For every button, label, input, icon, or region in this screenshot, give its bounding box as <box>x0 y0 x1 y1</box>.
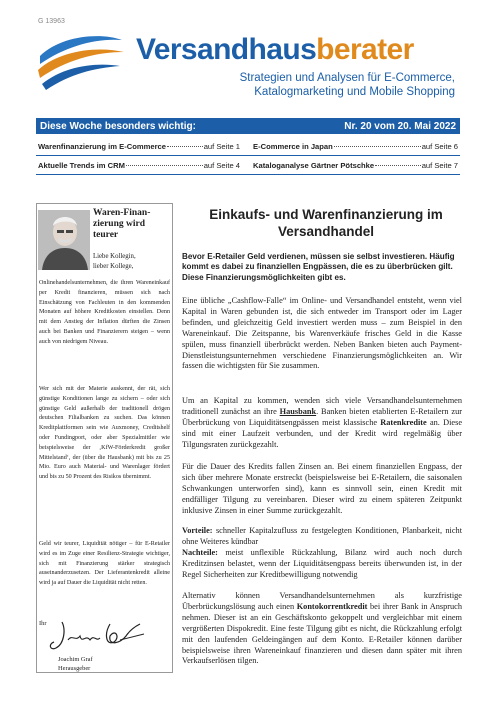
toc-item[interactable] <box>253 161 458 170</box>
editorial-paragraph: Wer sich mit der Materie auskennt, der rät, sich günstige Konditionen lange zu sichern – oder sich günstige Geld außerhalb der traditionell drögen deutschen Filialbanken zu suchen. Das können Kreditplattformen sein wie Auxmoney, Creditshelf oder Fundingport, oder aber Spezialmittler wie beispielsweise der ‚KfW-Förderkredit großer Mittelstand‘, der (über die Hausbank) mit bis zu 25 Mio. Euro auch Material- und Warenlager fördert und bis zu 50 Prozent des Risikos übernimmt. <box>39 386 170 481</box>
editorial-title-line: zierung wird <box>93 219 145 229</box>
toc-title: E-Commerce in Japan <box>253 142 333 151</box>
tagline-line-1: Strategien und Analysen für E-Commerce, <box>239 72 455 84</box>
toc-page: auf Seite 7 <box>421 161 458 170</box>
toc-title: Kataloganalyse Gärtner Pötschke <box>253 161 375 170</box>
toc-item[interactable] <box>38 161 240 170</box>
article-paragraph <box>182 591 462 667</box>
toc-item[interactable] <box>253 142 458 151</box>
article-title-line: Versandhandel <box>277 224 375 239</box>
toc-item[interactable] <box>38 142 240 151</box>
editor-name: Joachim Graf <box>58 656 93 663</box>
pros-line <box>182 526 462 548</box>
editorial-closing: Ihr <box>39 620 47 627</box>
editorial-title-line: teurer <box>93 230 119 240</box>
brand-part-2: berater <box>316 33 414 66</box>
article-title-line: Einkaufs- und Warenfinanzierung im <box>209 207 443 222</box>
greeting-line: lieber Kollege, <box>93 263 134 270</box>
keyword-ratenkredite: Ratenkredite <box>380 417 427 427</box>
editorial-paragraph: Onlinehandelsunternehmen, die ihren Wareneinkauf per Kredit finanzieren, müssen sich nach Einschätzung von Fachleuten in den kommenden Monaten auf höhere Kreditkosten einstellen. Denn mit dem Anstieg der Inflation dürften die Zinsen auch bei Banken und Finanzierern steigen – wenn auch von niedrigem Niveau. <box>39 280 170 345</box>
article-paragraph <box>182 396 462 451</box>
pros-label: Vorteile: <box>182 526 213 535</box>
text-run: an. Diese sind mit einer Laufzeit verbunden, und der Kredit wird regelmäßig über Tilgungsraten zurückgezahlt. <box>182 417 463 449</box>
text-run: Alternativ können Versandhandelsunternehmen als kurzfristige Überbrückungslösung auch einen <box>182 591 462 611</box>
text-run: Um an Kapital zu kommen, wenden sich viele Versandhandelsunternehmen traditionell zunächst an ihre <box>182 396 462 416</box>
greeting-line: Liebe Kollegin, <box>93 253 136 260</box>
article-paragraph: Für die Dauer des Kredits fallen Zinsen an. Bei einem finanziellen Engpass, der sich über mehrere Monate erstreckt (beispielsweise bei E-Retailern, die saisonalen Schwankungen unterworfen sind), kann es sinnvoll sein, einen Kredit mit endfälliger Tilgung zu vereinbaren. Dieser wird zu einem späteren Zeitpunkt inklusive Zinsen in einer Summe zurückgezahlt. <box>182 462 462 515</box>
toc-title: Warenfinanzierung im E-Commerce <box>38 142 166 151</box>
toc-title: Aktuelle Trends im CRM <box>38 161 125 170</box>
editorial-title <box>93 208 171 241</box>
issn-code: G 13963 <box>38 18 65 25</box>
brand-title <box>136 33 414 67</box>
cons-label: Nachteile: <box>182 548 218 557</box>
editor-name-block <box>58 655 93 673</box>
editorial-paragraph: Geld wir teurer, Liquidität nötiger – für E-Retailer wird es im Zuge einer Resilienz-Strategie wichtiger, sich mit Finanzierung stärker strategisch auseinanderzusetzen. Der Lieferantenkredit alleine wird ja auf Dauer die Liquidität nicht retten. <box>39 541 170 587</box>
editor-role: Herausgeber <box>58 665 91 672</box>
text-run: . Banken bieten etablierten E-Retailern zur Überbrückung von Liquiditätsengpässen meist klassische <box>182 406 462 427</box>
pros-text: schneller Kapitalzufluss zu festgelegten Konditionen, Planbarkeit, nicht ohne Weiteres kündbar <box>182 526 462 546</box>
cons-line <box>182 548 462 581</box>
editorial-greeting <box>93 252 171 272</box>
tagline-line-2: Katalogmarketing und Mobile Shopping <box>254 86 455 98</box>
article-paragraph: Eine übliche „Cashflow-Falle“ im Online- und Versandhandel entsteht, wenn viel Kapital in Waren gebunden ist, die sich entweder im Transport oder im Lager befinden, und gleichzeitig Geld investiert werden muss – zum Beispiel in den Wareneinkauf. Die Zeitspanne, bis Warenverkäufe frisches Geld in die Kasse spülen, muss finanziell überbrückt werden. Neben Banken bieten auch Payment-Dienstleistungsunternehmen verschiedene Finanzierungsmöglichkeiten an. Wir fassen die wichtigsten für Sie zusammen. <box>182 296 462 371</box>
brand-part-1: Versandhaus <box>136 33 317 66</box>
article-title <box>190 206 462 240</box>
toc-divider <box>36 155 460 156</box>
editor-portrait <box>38 210 90 270</box>
brand-swoosh-logo <box>36 34 128 92</box>
toc-page: auf Seite 6 <box>421 142 458 151</box>
cons-text: meist unflexible Rückzahlung, Bilanz wird auch noch durch Kreditzinsen belastet, wenn der Liquiditätsengpass bereits überwunden ist, in der Regel Sicherheiten zur Kreditbewilligung notwendig <box>182 548 462 579</box>
keyword-kontokorrentkredit: Kontokorrentkredit <box>296 601 368 611</box>
keyword-hausbank: Hausbank <box>279 406 317 416</box>
toc-page: auf Seite 1 <box>203 142 240 151</box>
editor-signature <box>40 616 150 656</box>
weekly-banner <box>36 118 460 134</box>
issue-number: Nr. 20 vom 20. Mai 2022 <box>344 120 456 132</box>
editorial-title-line: Waren-Finan- <box>93 208 151 218</box>
text-run: bei ihrer Bank in Anspruch nehmen. Dieser ist an ein Geschäftskonto gekoppelt und vergleichbar mit einem vergrößerten Dispokredit. Eine feste Tilgung gibt es nicht, die Rückzahlung erfolgt mit den laufenden Geldeingängen auf dem Konto. E-Retailer können darüber beispielsweise ihren Wareneinkauf finanzieren und diesen dann später mit ihren Verkaufserlösen tilgen. <box>182 601 462 666</box>
toc-divider <box>36 174 460 175</box>
article-lead: Bevor E-Retailer Geld verdienen, müssen sie selbst investieren. Häufig kommt es dabei zu finanziellen Engpässen, die es zu überbrücken gilt. Diese Finanzierungsmöglichkeiten gibt es. <box>182 252 455 282</box>
banner-heading: Diese Woche besonders wichtig: <box>40 120 196 132</box>
toc-page: auf Seite 4 <box>203 161 240 170</box>
